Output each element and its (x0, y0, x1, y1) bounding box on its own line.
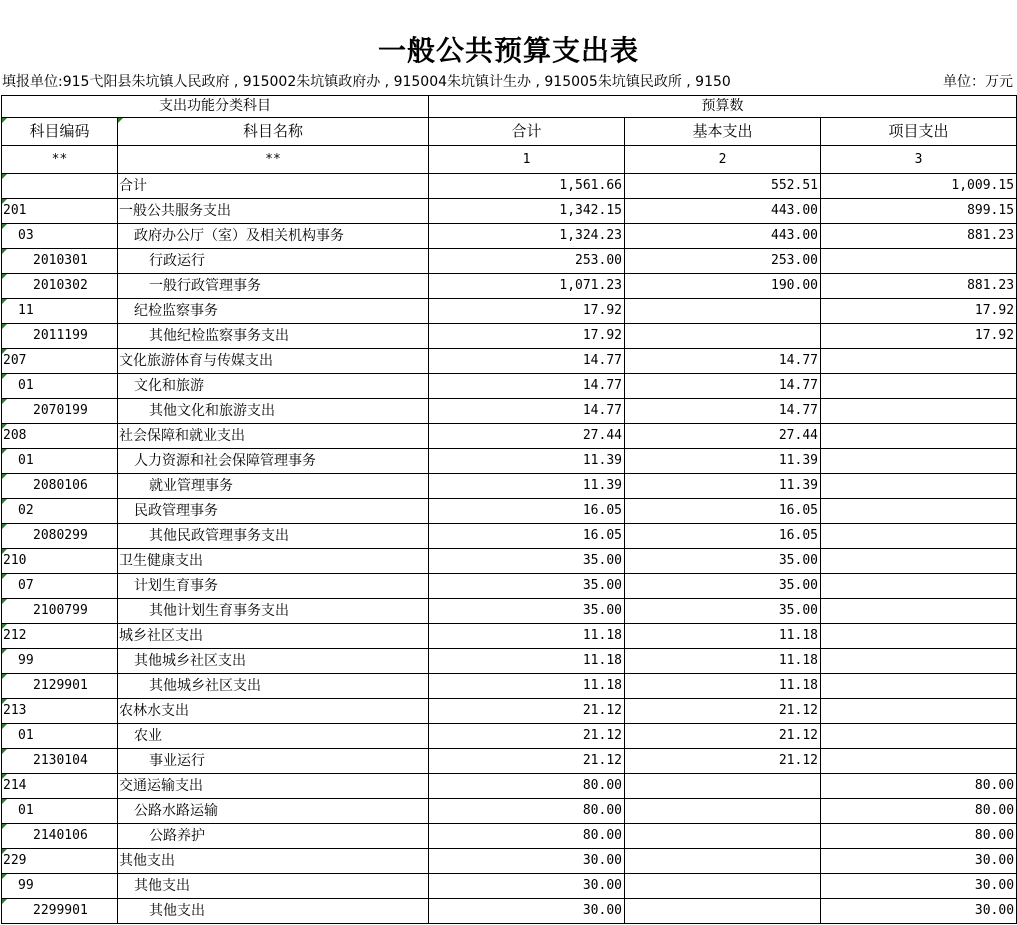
row-project-cell: 30.00 (821, 899, 1017, 924)
table-row (2, 374, 1017, 399)
row-total-cell: 11.18 (429, 624, 625, 649)
row-code-cell: 2130104 (2, 749, 118, 774)
row-name-cell: 其他城乡社区支出 (118, 674, 429, 699)
row-name-cell: 一般行政管理事务 (118, 274, 429, 299)
table-row (2, 749, 1017, 774)
row-project-cell (821, 649, 1017, 674)
row-basic-cell: 27.44 (625, 424, 821, 449)
row-project-cell (821, 499, 1017, 524)
row-code-cell: 2299901 (2, 899, 118, 924)
row-basic-cell: 14.77 (625, 349, 821, 374)
table-row (2, 249, 1017, 274)
row-total-cell: 14.77 (429, 399, 625, 424)
row-project-cell: 17.92 (821, 299, 1017, 324)
table-row (2, 324, 1017, 349)
row-name-cell: 一般公共服务支出 (118, 199, 429, 224)
row-total-cell: 1,324.23 (429, 224, 625, 249)
table-row (2, 899, 1017, 924)
row-project-cell (821, 674, 1017, 699)
row-project-cell (821, 549, 1017, 574)
row-name-cell: 文化旅游体育与传媒支出 (118, 349, 429, 374)
row-code-cell: 214 (2, 774, 118, 799)
row-name-cell: 交通运输支出 (118, 774, 429, 799)
table-row (2, 649, 1017, 674)
row-code-cell: 01 (2, 724, 118, 749)
table-row (2, 224, 1017, 249)
row-basic-cell: 253.00 (625, 249, 821, 274)
row-project-cell: 17.92 (821, 324, 1017, 349)
row-project-cell (821, 599, 1017, 624)
table-row (2, 574, 1017, 599)
row-name-cell: 其他支出 (118, 899, 429, 924)
row-code-cell: 01 (2, 374, 118, 399)
header-star-name: ** (118, 146, 429, 174)
budget-table (1, 95, 1017, 924)
row-name-cell: 其他计划生育事务支出 (118, 599, 429, 624)
page-title: 一般公共预算支出表 (377, 34, 639, 67)
row-basic-cell: 21.12 (625, 699, 821, 724)
row-code-cell: 2100799 (2, 599, 118, 624)
table-row (2, 424, 1017, 449)
row-total-cell: 1,071.23 (429, 274, 625, 299)
row-basic-cell: 35.00 (625, 599, 821, 624)
header-index-1: 1 (429, 146, 625, 174)
row-basic-cell: 552.51 (625, 174, 821, 199)
row-name-cell: 农业 (118, 724, 429, 749)
row-project-cell (821, 624, 1017, 649)
row-name-cell: 卫生健康支出 (118, 549, 429, 574)
row-project-cell (821, 424, 1017, 449)
row-basic-cell: 16.05 (625, 524, 821, 549)
table-row (2, 474, 1017, 499)
row-total-cell: 11.18 (429, 649, 625, 674)
row-basic-cell: 14.77 (625, 399, 821, 424)
row-project-cell (821, 749, 1017, 774)
row-basic-cell (625, 299, 821, 324)
row-code-cell: 11 (2, 299, 118, 324)
row-total-cell: 1,561.66 (429, 174, 625, 199)
row-total-cell: 17.92 (429, 324, 625, 349)
row-code-cell: 01 (2, 449, 118, 474)
row-project-cell (821, 349, 1017, 374)
row-total-cell: 30.00 (429, 874, 625, 899)
row-total-cell: 30.00 (429, 849, 625, 874)
row-code-cell: 2010301 (2, 249, 118, 274)
header-function-classification: 支出功能分类科目 (2, 96, 429, 118)
row-basic-cell: 35.00 (625, 574, 821, 599)
row-name-cell: 农林水支出 (118, 699, 429, 724)
row-name-cell: 其他支出 (118, 874, 429, 899)
header-budget-amount: 预算数 (429, 96, 1017, 118)
row-project-cell: 881.23 (821, 224, 1017, 249)
row-code-cell: 207 (2, 349, 118, 374)
fill-unit-label: 填报单位:915弋阳县朱坑镇人民政府 , 915002朱坑镇政府办 , 915004朱坑镇计生办 , 915005朱坑镇民政所 , 9150 (2, 74, 731, 90)
row-basic-cell: 190.00 (625, 274, 821, 299)
row-name-cell: 其他民政管理事务支出 (118, 524, 429, 549)
table-row (2, 199, 1017, 224)
header-total: 合计 (429, 118, 625, 146)
table-row (2, 874, 1017, 899)
row-total-cell: 80.00 (429, 799, 625, 824)
row-code-cell: 02 (2, 499, 118, 524)
row-code-cell (2, 174, 118, 199)
row-total-cell: 16.05 (429, 524, 625, 549)
row-name-cell: 民政管理事务 (118, 499, 429, 524)
row-name-cell: 公路水路运输 (118, 799, 429, 824)
table-row (2, 724, 1017, 749)
unit-label: 单位：万元 (943, 71, 1013, 93)
header-group-row (2, 96, 1017, 118)
row-code-cell: 2140106 (2, 824, 118, 849)
row-basic-cell: 21.12 (625, 749, 821, 774)
row-name-cell: 公路养护 (118, 824, 429, 849)
row-total-cell: 21.12 (429, 699, 625, 724)
header-column-row (2, 118, 1017, 146)
row-basic-cell: 35.00 (625, 549, 821, 574)
table-row (2, 274, 1017, 299)
table-row (2, 499, 1017, 524)
row-code-cell: 2010302 (2, 274, 118, 299)
row-total-cell: 14.77 (429, 374, 625, 399)
row-code-cell: 03 (2, 224, 118, 249)
row-code-cell: 212 (2, 624, 118, 649)
table-row (2, 449, 1017, 474)
header-project: 项目支出 (821, 118, 1017, 146)
row-name-cell: 行政运行 (118, 249, 429, 274)
row-total-cell: 35.00 (429, 599, 625, 624)
row-basic-cell: 16.05 (625, 499, 821, 524)
row-name-cell: 事业运行 (118, 749, 429, 774)
row-basic-cell (625, 874, 821, 899)
row-total-cell: 80.00 (429, 774, 625, 799)
table-row (2, 849, 1017, 874)
row-project-cell (821, 474, 1017, 499)
row-project-cell (821, 699, 1017, 724)
row-project-cell: 1,009.15 (821, 174, 1017, 199)
row-total-cell: 80.00 (429, 824, 625, 849)
row-total-cell: 253.00 (429, 249, 625, 274)
row-name-cell: 其他城乡社区支出 (118, 649, 429, 674)
row-code-cell: 2080106 (2, 474, 118, 499)
row-project-cell (821, 249, 1017, 274)
row-total-cell: 11.39 (429, 449, 625, 474)
row-project-cell: 899.15 (821, 199, 1017, 224)
row-basic-cell: 443.00 (625, 199, 821, 224)
row-project-cell (821, 574, 1017, 599)
row-name-cell: 就业管理事务 (118, 474, 429, 499)
row-name-cell: 城乡社区支出 (118, 624, 429, 649)
row-project-cell: 80.00 (821, 774, 1017, 799)
table-row (2, 174, 1017, 199)
row-total-cell: 17.92 (429, 299, 625, 324)
row-code-cell: 2129901 (2, 674, 118, 699)
header-index-row (2, 146, 1017, 174)
row-basic-cell (625, 899, 821, 924)
row-total-cell: 30.00 (429, 899, 625, 924)
row-total-cell: 11.39 (429, 474, 625, 499)
row-name-cell: 计划生育事务 (118, 574, 429, 599)
row-basic-cell (625, 799, 821, 824)
table-row (2, 599, 1017, 624)
row-basic-cell: 11.18 (625, 624, 821, 649)
row-basic-cell: 443.00 (625, 224, 821, 249)
row-code-cell: 99 (2, 874, 118, 899)
row-project-cell: 881.23 (821, 274, 1017, 299)
table-row (2, 824, 1017, 849)
row-code-cell: 2080299 (2, 524, 118, 549)
header-index-2: 2 (625, 146, 821, 174)
header-index-3: 3 (821, 146, 1017, 174)
table-row (2, 624, 1017, 649)
row-basic-cell: 11.39 (625, 449, 821, 474)
row-project-cell (821, 449, 1017, 474)
row-basic-cell: 14.77 (625, 374, 821, 399)
header-name: 科目名称 (118, 118, 429, 146)
table-row (2, 524, 1017, 549)
row-code-cell: 229 (2, 849, 118, 874)
header-code: 科目编码 (2, 118, 118, 146)
row-project-cell (821, 399, 1017, 424)
row-project-cell: 80.00 (821, 799, 1017, 824)
row-project-cell (821, 524, 1017, 549)
table-row (2, 299, 1017, 324)
row-basic-cell (625, 824, 821, 849)
header-basic: 基本支出 (625, 118, 821, 146)
table-row (2, 674, 1017, 699)
row-name-cell: 社会保障和就业支出 (118, 424, 429, 449)
row-basic-cell: 21.12 (625, 724, 821, 749)
row-name-cell: 政府办公厅（室）及相关机构事务 (118, 224, 429, 249)
row-code-cell: 2070199 (2, 399, 118, 424)
row-name-cell: 人力资源和社会保障管理事务 (118, 449, 429, 474)
row-project-cell: 80.00 (821, 824, 1017, 849)
row-total-cell: 21.12 (429, 749, 625, 774)
header-star-code: ** (2, 146, 118, 174)
table-body (2, 174, 1017, 924)
row-code-cell: 201 (2, 199, 118, 224)
row-code-cell: 2011199 (2, 324, 118, 349)
row-code-cell: 210 (2, 549, 118, 574)
row-total-cell: 35.00 (429, 549, 625, 574)
row-project-cell (821, 724, 1017, 749)
row-basic-cell: 11.39 (625, 474, 821, 499)
row-total-cell: 35.00 (429, 574, 625, 599)
row-project-cell (821, 374, 1017, 399)
table-row (2, 699, 1017, 724)
row-code-cell: 213 (2, 699, 118, 724)
row-total-cell: 21.12 (429, 724, 625, 749)
row-total-cell: 27.44 (429, 424, 625, 449)
table-row (2, 399, 1017, 424)
row-basic-cell (625, 324, 821, 349)
row-code-cell: 99 (2, 649, 118, 674)
row-total-cell: 11.18 (429, 674, 625, 699)
row-basic-cell (625, 774, 821, 799)
table-row (2, 774, 1017, 799)
row-total-cell: 16.05 (429, 499, 625, 524)
row-name-cell: 纪检监察事务 (118, 299, 429, 324)
row-total-cell: 14.77 (429, 349, 625, 374)
table-row (2, 349, 1017, 374)
row-basic-cell: 11.18 (625, 674, 821, 699)
row-basic-cell (625, 849, 821, 874)
row-project-cell: 30.00 (821, 849, 1017, 874)
row-name-cell: 合计 (118, 174, 429, 199)
row-basic-cell: 11.18 (625, 649, 821, 674)
row-total-cell: 1,342.15 (429, 199, 625, 224)
row-name-cell: 其他支出 (118, 849, 429, 874)
row-project-cell: 30.00 (821, 874, 1017, 899)
row-name-cell: 其他纪检监察事务支出 (118, 324, 429, 349)
row-name-cell: 文化和旅游 (118, 374, 429, 399)
row-name-cell: 其他文化和旅游支出 (118, 399, 429, 424)
row-code-cell: 01 (2, 799, 118, 824)
table-row (2, 799, 1017, 824)
table-row (2, 549, 1017, 574)
row-code-cell: 07 (2, 574, 118, 599)
row-code-cell: 208 (2, 424, 118, 449)
